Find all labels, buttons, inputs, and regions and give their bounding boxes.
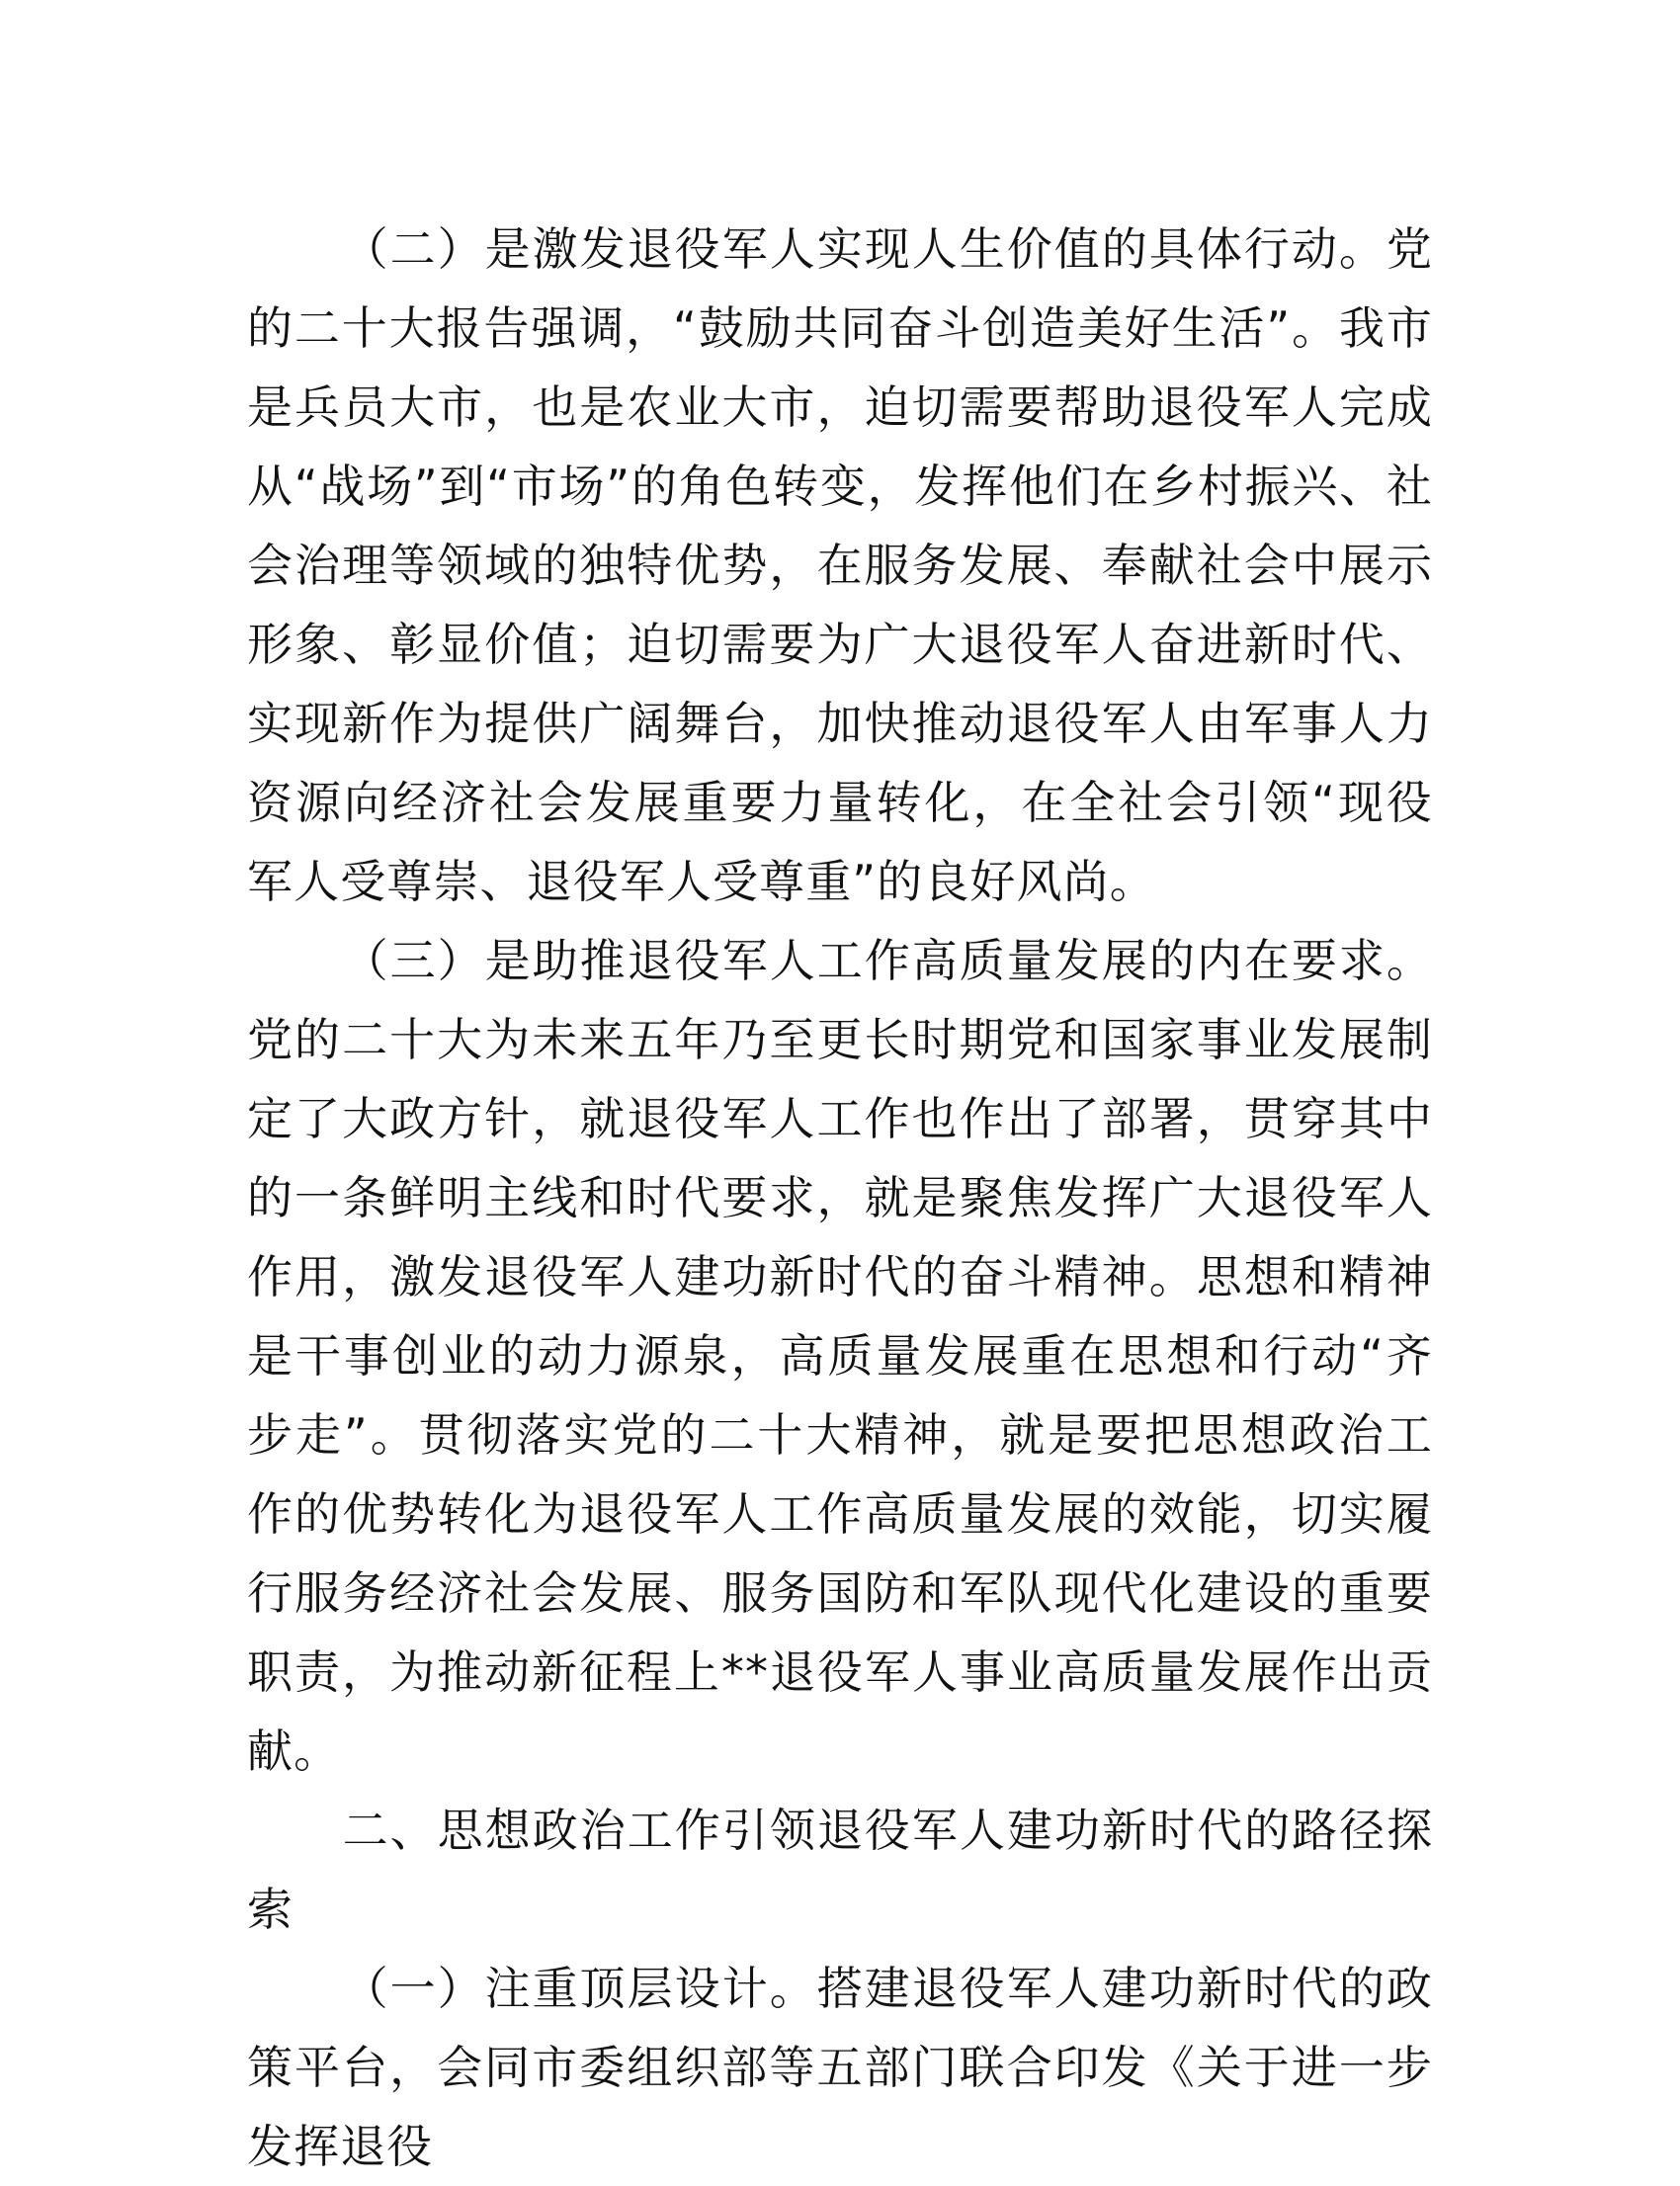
paragraph-motivate-value: （二）是激发退役军人实现人生价值的具体行动。党的二十大报告强调，“鼓励共同奋斗创造美好生活”。我市是兵员大市，也是农业大市，迫切需要帮助退役军人完成从“战场”到“市场”的角色转变，发挥他们在乡村振兴、社会治理等领域的独特优势，在服务发展、奉献社会中展示形象、彰显价值；迫切需要为广大退役军人奋进新时代、实现新作为提供广阔舞台，加快推动退役军人由军事人力资源向经济社会发展重要力量转化，在全社会引领“现役军人受尊崇、退役军人受尊重”的良好风尚。	[247, 222, 1433, 908]
document-body	[247, 210, 1433, 2186]
paragraph-top-level-design: （一）注重顶层设计。搭建退役军人建功新时代的政策平台，会同市委组织部等五部门联合印发《关于进一步发挥退役	[247, 1962, 1433, 2173]
section-heading: 二、思想政治工作引领退役军人建功新时代的路径探索	[247, 1804, 1433, 1936]
paragraph-high-quality-development: （三）是助推退役军人工作高质量发展的内在要求。党的二十大为未来五年乃至更长时期党和国家事业发展制定了大政方针，就退役军人工作也作出了部署，贯穿其中的一条鲜明主线和时代要求，就是聚焦发挥广大退役军人作用，激发退役军人建功新时代的奋斗精神。思想和精神是干事创业的动力源泉，高质量发展重在思想和行动“齐步走”。贯彻落实党的二十大精神，就是要把思想政治工作的优势转化为退役军人工作高质量发展的效能，切实履行服务经济社会发展、服务国防和军队现代化建设的重要职责，为推动新征程上**退役军人事业高质量发展作出贡献。	[247, 934, 1433, 1778]
